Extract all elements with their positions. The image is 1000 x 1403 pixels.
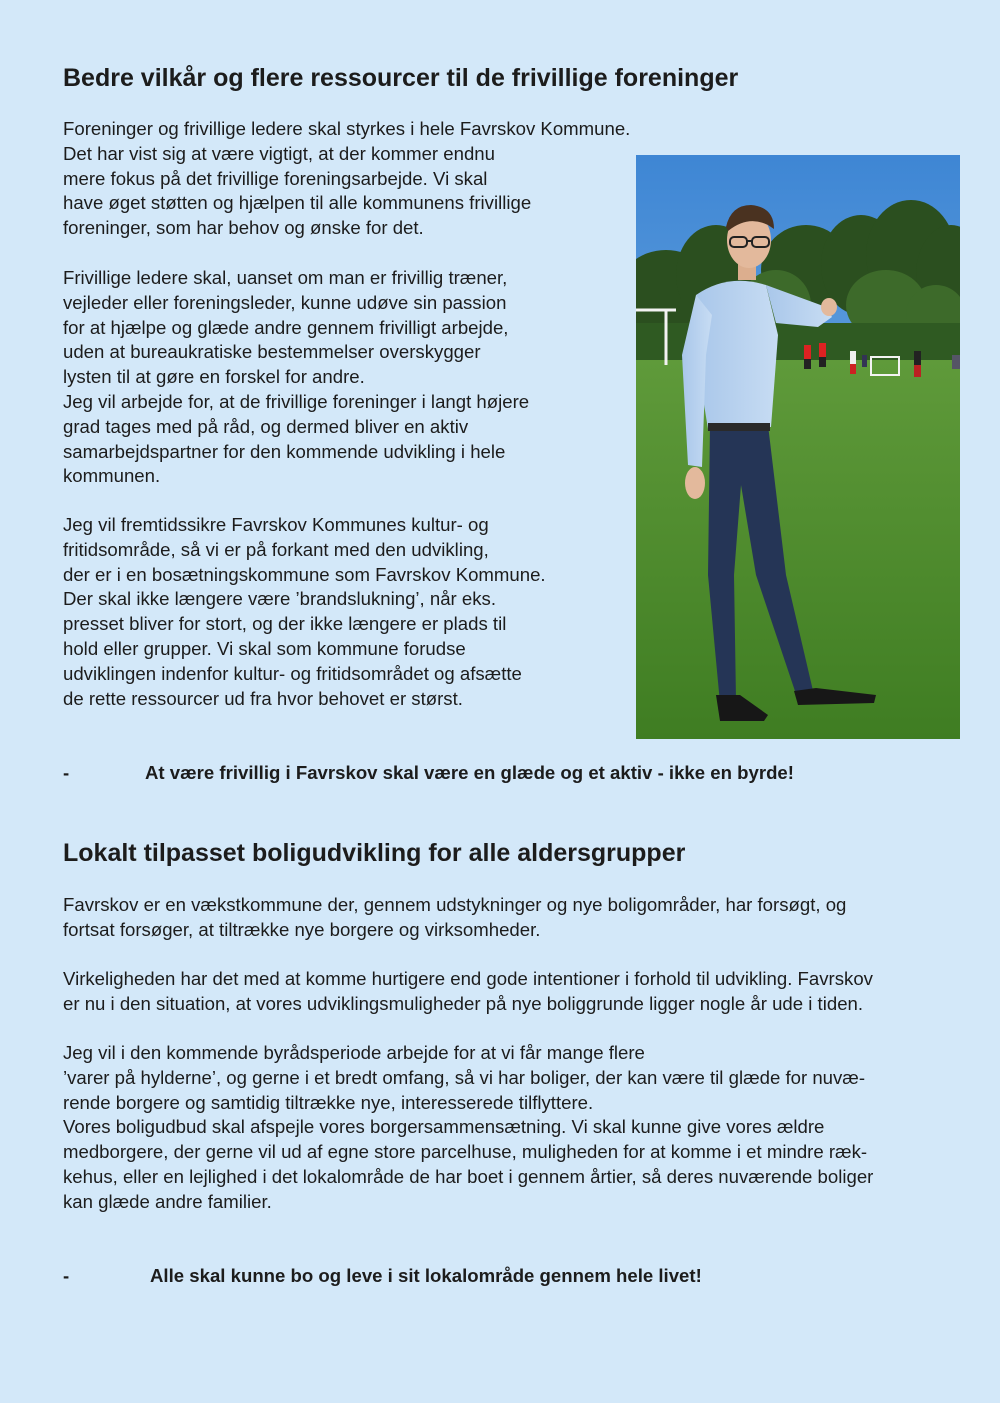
section1-paragraph-3 [63,513,546,711]
text-line: de rette ressourcer ud fra hvor behovet er størst. [63,687,463,709]
text-line: Frivillige ledere skal, uanset om man er frivillig træner, [63,267,508,288]
text-line: er nu i den situation, at vores udviklingsmuligheder på nye boliggrunde ligger nogle år ude i tiden. [63,992,864,1014]
text-line: udviklingen indenfor kultur- og fritidsområdet og afsætte [63,662,522,684]
slogan-text: At være frivillig i Favrskov skal være en glæde og et aktiv - ikke en byrde! [145,762,794,783]
text-line: Jeg vil i den kommende byrådsperiode arbejde for at vi får mange flere [63,1042,645,1063]
text-line: mere fokus på det frivillige foreningsarbejde. Vi skal [63,167,488,189]
text-line: hold eller grupper. Vi skal som kommune forudse [63,637,466,659]
section2-paragraph-2 [63,967,873,1017]
text-line: rende borgere og samtidig tiltrække nye, interesserede tilflyttere. [63,1091,594,1113]
text-line: foreninger, som har behov og ønske for det. [63,217,424,239]
slogan-text: Alle skal kunne bo og leve i sit lokalområde gennem hele livet! [150,1265,702,1286]
section1-heading: Bedre vilkår og flere ressourcer til de frivillige foreninger [63,64,739,92]
text-line: ’varer på hylderne’, og gerne i et bredt omfang, så vi har boliger, der kan være til glæde for nuvæ- [63,1066,866,1088]
text-line: uden at bureaukratiske bestemmelser overskygger [63,341,481,363]
text-line: vejleder eller foreningsleder, kunne udøve sin passion [63,291,507,313]
text-line: fortsat forsøger, at tiltrække nye borgere og virksomheder. [63,918,541,940]
text-line: medborgere, der gerne vil ud af egne store parcelhuse, muligheden for at komme i et mindre ræk- [63,1141,868,1163]
text-line: Favrskov er en vækstkommune der, gennem udstykninger og nye boligområder, har forsøgt, og [63,894,847,915]
text-line: Vores boligudbud skal afspejle vores borgersammensætning. Vi skal kunne give vores ældre [63,1116,825,1138]
section2-heading: Lokalt tilpasset boligudvikling for alle aldersgrupper [63,839,686,867]
text-line: fritidsområde, så vi er på forkant med den udvikling, [63,538,489,560]
section1-paragraph-2 [63,266,529,489]
text-line: kehus, eller en lejlighed i det lokalområde de har boet i gennem årtier, så deres nuværende boliger [63,1165,874,1187]
text-line: for at hjælpe og glæde andre gennem frivilligt arbejde, [63,316,509,338]
candidate-photo [636,155,960,739]
section1-paragraph-1 [63,117,630,241]
text-line: have øget støtten og hjælpen til alle kommunens frivillige [63,192,532,214]
text-line: lysten til at gøre en forskel for andre. [63,366,365,388]
text-line: Jeg vil arbejde for, at de frivillige foreninger i langt højere [63,390,530,412]
text-line: kan glæde andre familier. [63,1190,272,1212]
slogan-dash: - [63,762,70,783]
text-line: Foreninger og frivillige ledere skal styrkes i hele Favrskov Kommune. [63,118,631,139]
text-line: kommunen. [63,465,161,487]
text-line: Virkeligheden har det med at komme hurtigere end gode intentioner i forhold til udvikling. Favrskov [63,968,873,989]
text-line: Der skal ikke længere være ’brandslukning’, når eks. [63,588,497,610]
slogan-dash: - [63,1265,70,1286]
text-line: presset bliver for stort, og der ikke længere er plads til [63,613,507,635]
text-line: grad tages med på råd, og dermed bliver en aktiv [63,415,469,437]
section2-paragraph-1 [63,893,846,943]
text-line: Det har vist sig at være vigtigt, at der kommer endnu [63,142,495,164]
text-line: Jeg vil fremtidssikre Favrskov Kommunes kultur- og [63,514,489,535]
section2-paragraph-3 [63,1041,873,1215]
text-line: samarbejdspartner for den kommende udvikling i hele [63,440,506,462]
text-line: der er i en bosætningskommune som Favrskov Kommune. [63,563,546,585]
